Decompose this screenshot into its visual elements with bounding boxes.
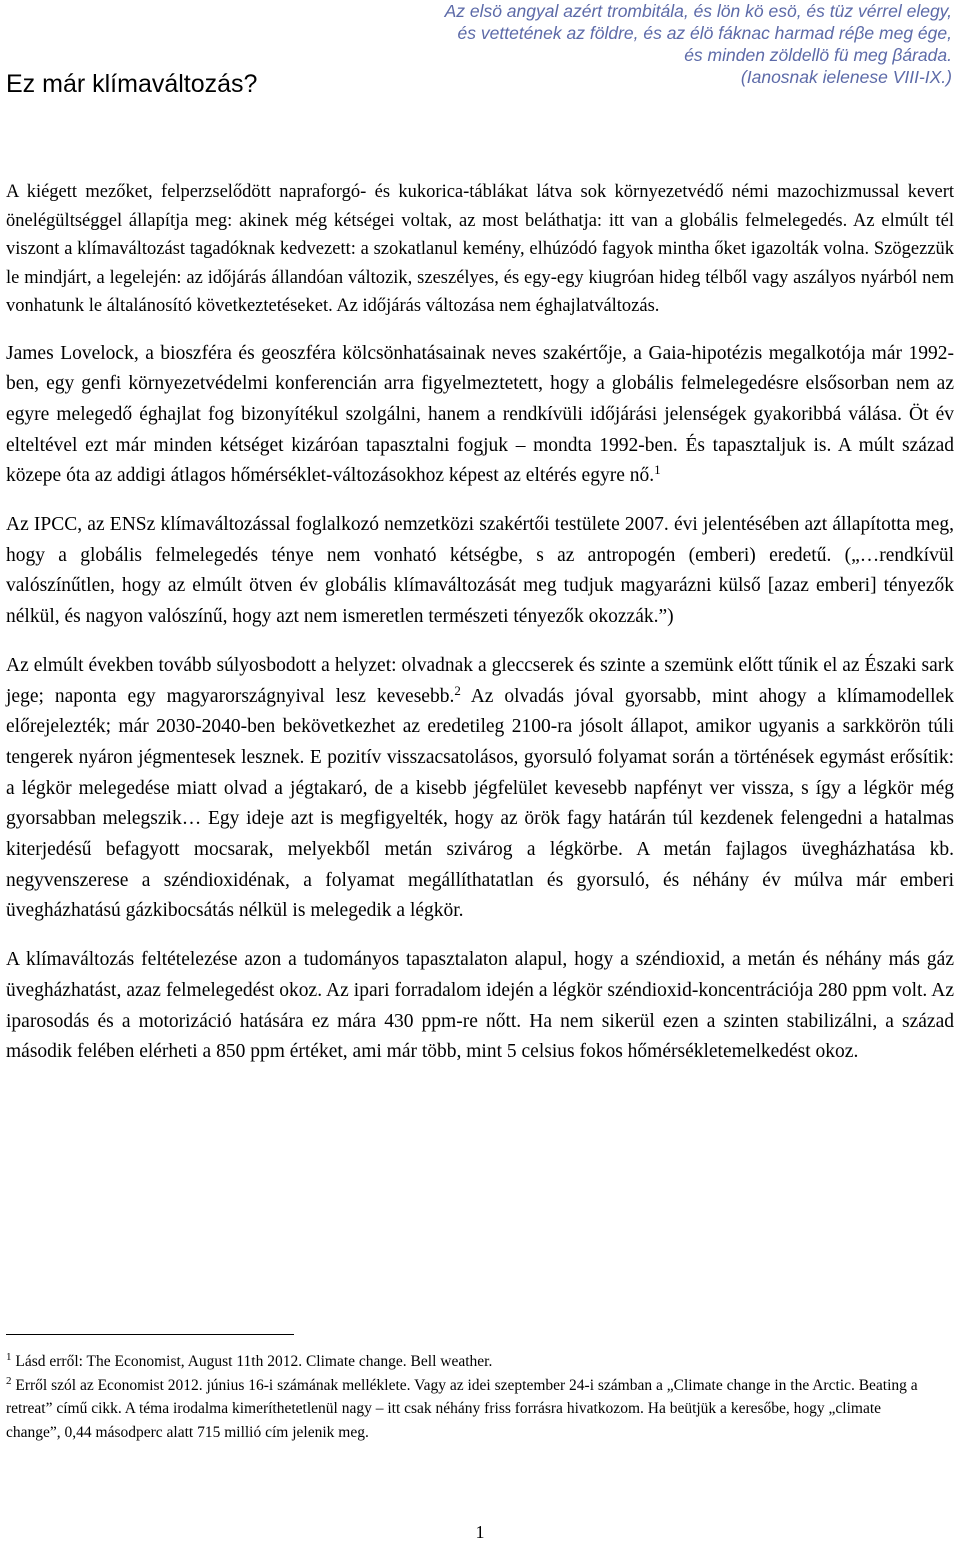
paragraph-intro: A kiégett mezőket, felperzselődött napraforgó- és kukorica-táblákat látva sok környezetvédő némi mazochizmussal kevert önelégültséggel állapítja meg: akinek még kétségei voltak, az most beláthatja: itt van a globális felmelegedés. Az elmúlt tél viszont a klímaváltozást tagadóknak kedvezett: a szokatlanul kemény, elhúzódó fagyok mintha őket igazolták volna. Szögezzük le mindjárt, a legelején: az időjárás állandóan változik, szeszélyes, és egy-egy kiugróan hideg télből vagy aszályos nyárból nem vonhatunk le általánosító következtetéseket. Az időjárás változása nem éghajlatváltozás. (6, 182, 954, 316)
epigraph-line: Az elsö angyal azért trombitála, és lön kö esö, és tüz vérrel elegy, (444, 1, 952, 21)
page-number: 1 (475, 1522, 485, 1542)
footnote-2 (6, 1374, 936, 1445)
footnote-text: Erről szól az Economist 2012. június 16-i számának melléklete. Vagy az idei szeptember 24-i számban a „Climate change in the Arctic. Beating a retreat” című cikk. A téma irodalma kimeríthetetlenül nagy – itt csak néhány friss forrásra hivatkozom. Ha beütjük a keresőbe, hogy „climate change”, 0,44 másodperc alatt 715 millió cím jelenik meg. (6, 1376, 918, 1441)
paragraph-text: Az elmúlt években tovább súlyosbodott a helyzet: olvadnak a gleccserek és szinte a szemünk előtt tűnik el az Északi sark jege; naponta egy magyarországnyival lesz kevesebb. (6, 654, 954, 707)
epigraph-line: és vettetének az földre, és az élö fáknac harmad réβe meg ége, (457, 23, 952, 43)
footnotes (6, 1350, 936, 1444)
epigraph (252, 0, 952, 88)
article-body (6, 178, 954, 1068)
paragraph-text: James Lovelock, a bioszféra és geoszféra kölcsönhatásainak neves szakértője, a Gaia-hipotézis megalkotója már 1992-ben, egy genfi környezetvédelmi konferencián arra figyelmeztetett, hogy a globális felmelegedésre elsősorban nem az egyre melegedő éghajlat fog bizonyítékul szolgálni, hanem a rendkívüli időjárási jelenségek gyakoribbá válása. Öt év elteltével ezt már minden kétséget kizáróan tapasztalni fogjuk – mondta 1992-ben. És tapasztaljuk is. A múlt század közepe óta az addigi átlagos hőmérséklet-változásokhoz képest az eltérés egyre nő. (6, 342, 954, 487)
paragraph-arctic (6, 651, 954, 927)
epigraph-line: és minden zöldellö fü meg βárada. (684, 45, 952, 65)
paragraph-lovelock (6, 339, 954, 493)
footnote-ref-1[interactable]: 1 (654, 462, 661, 478)
footnote-divider (6, 1334, 294, 1335)
article-title: Ez már klímaváltozás? (6, 70, 258, 98)
epigraph-source: (Ianosnak ielenese VIII-IX.) (740, 67, 952, 87)
footnote-mark: 1 (6, 1351, 12, 1363)
paragraph-co2: A klímaváltozás feltételezése azon a tudományos tapasztalaton alapul, hogy a széndioxid, a metán és néhány más gáz üvegházhatást, azaz felmelegedést okoz. Az ipari forradalom idején a légkör széndioxid-koncentrációja 280 ppm volt. Az iparosodás és a motorizáció hatására ez mára 430 ppm-re nőtt. Ha nem sikerül ezen a szinten stabilizálni, a század második felében elérheti a 850 ppm értéket, ami már több, mint 5 celsius fokos hőmérsékletemelkedést okoz. (6, 949, 954, 1063)
footnote-1 (6, 1350, 936, 1374)
paragraph-text: Az olvadás jóval gyorsabb, mint ahogy a klímamodellek előrejelezték; már 2030-2040-ben bekövetkezhet az eredetileg 2100-ra jósolt állapot, amikor ugyanis a sarkkörön túli tengerek nyáron jégmentesek lesznek. E pozitív visszacsatolásos, gyorsuló folyamat során a történések egymást erősítik: a légkör melegedése miatt olvad a jégtakaró, de a kisebb jégfelület kevesebb napfényt ver vissza, s így a légkör még gyorsabban melegszik… Egy ideje azt is megfigyelték, hogy az örök fagy határán túl kezdenek felengedni a hatalmas kiterjedésű befagyott mocsarak, melyekből metán szivárog a légkörbe. A metán fajlagos üvegházhatása kb. negyvenszerese a széndioxidénak, a folyamat megállíthatatlan és gyorsuló, és néhány év múlva már emberi üvegházhatású gázkibocsátás nélkül is melegedik a légkör. (6, 685, 954, 922)
footnote-ref-2[interactable]: 2 (454, 682, 461, 698)
footnote-mark: 2 (6, 1374, 12, 1387)
footnote-text: Lásd erről: The Economist, August 11th 2012. Climate change. Bell weather. (11, 1353, 493, 1370)
paragraph-ipcc: Az IPCC, az ENSz klímaváltozással foglalkozó nemzetközi szakértői testülete 2007. évi jelentésében azt állapította meg, hogy a globális felmelegedés ténye nem vonható kétségbe, s az antropogén (emberi) eredetű. („…rendkívül valószínűtlen, hogy az elmúlt ötven év globális klímaváltozását meg tudjuk magyarázni külső [azaz emberi] tényezők nélkül, és nagyon valószínű, hogy azt nem ismeretlen természeti tényezők okozzák.”) (6, 514, 954, 628)
